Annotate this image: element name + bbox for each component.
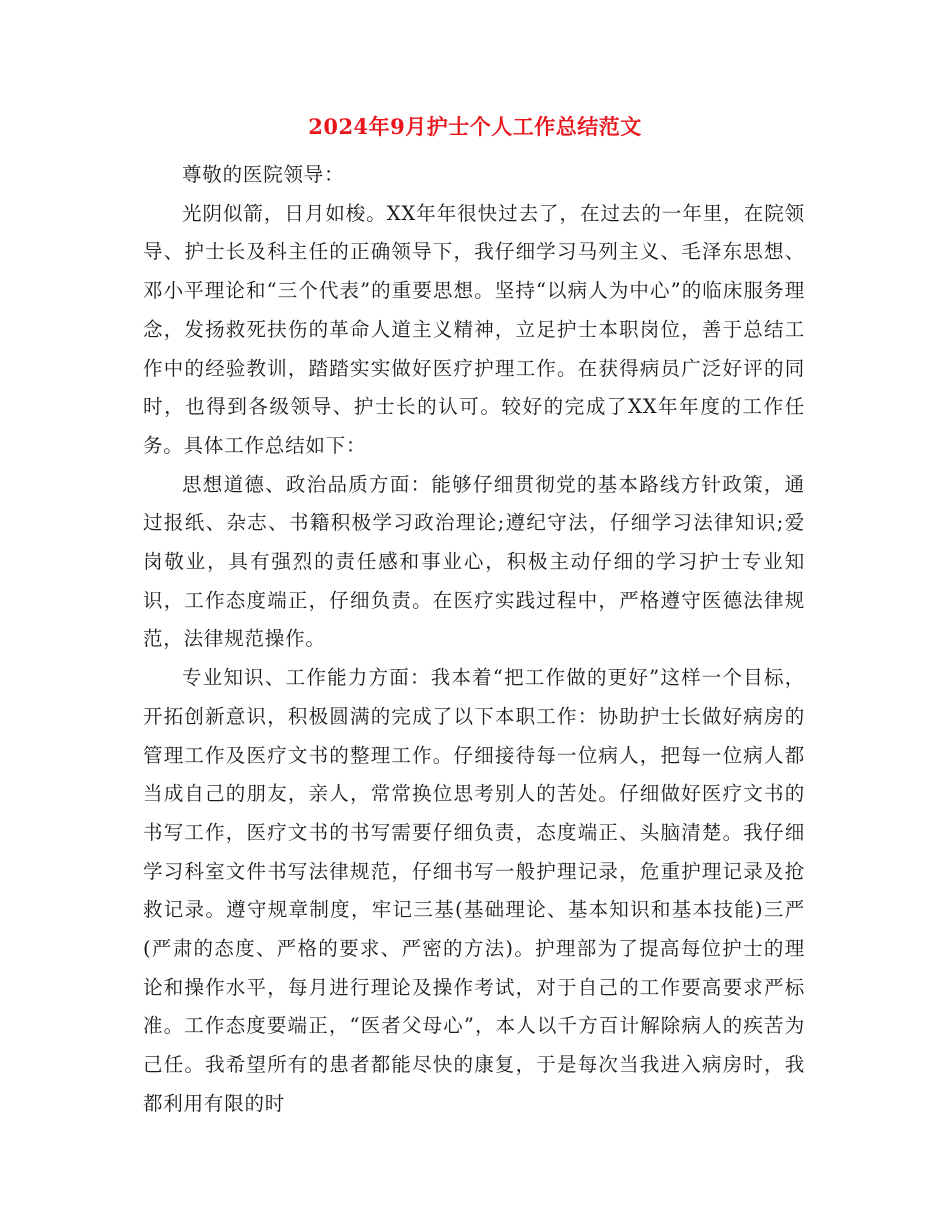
document-body xyxy=(143,156,805,1124)
paragraph-intro: 光阴似箭，日月如梭。XX年年很快过去了，在过去的一年里，在院领导、护士长及科主任的正确领导下，我仔细学习马列主义、毛泽东思想、邓小平理论和“三个代表”的重要思想。坚持“以病人为中心”的临床服务理念，发扬救死扶伤的革命人道主义精神，立足护士本职岗位，善于总结工作中的经验教训，踏踏实实做好医疗护理工作。在获得病员广泛好评的同时，也得到各级领导、护士长的认可。较好的完成了XX年年度的工作任务。具体工作总结如下： xyxy=(143,201,805,457)
salutation: 尊敬的医院领导： xyxy=(182,163,345,186)
paragraph-ideology: 思想道德、政治品质方面：能够仔细贯彻党的基本路线方针政策，通过报纸、杂志、书籍积极学习政治理论;遵纪守法，仔细学习法律知识;爱岗敬业，具有强烈的责任感和事业心，积极主动仔细的学习护士专业知识，工作态度端正，仔细负责。在医疗实践过程中，严格遵守医德法律规范，法律规范操作。 xyxy=(143,472,805,651)
document-title: 2024年9月护士个人工作总结范文 xyxy=(308,114,642,139)
paragraph-professional: 专业知识、工作能力方面：我本着“把工作做的更好”这样一个目标，开拓创新意识，积极圆满的完成了以下本职工作：协助护士长做好病房的管理工作及医疗文书的整理工作。仔细接待每一位病人，把每一位病人都当成自己的朋友，亲人，常常换位思考别人的苦处。仔细做好医疗文书的书写工作，医疗文书的书写需要仔细负责，态度端正、头脑清楚。我仔细学习科室文件书写法律规范，仔细书写一般护理记录，危重护理记录及抢救记录。遵守规章制度，牢记三基(基础理论、基本知识和基本技能)三严(严肃的态度、严格的要求、严密的方法)。护理部为了提高每位护士的理论和操作水平，每月进行理论及操作考试，对于自己的工作要高要求严标准。工作态度要端正，“医者父母心”，本人以千方百计解除病人的疾苦为己任。我希望所有的患者都能尽快的康复，于是每次当我进入病房时，我都利用有限的时 xyxy=(143,666,805,1115)
